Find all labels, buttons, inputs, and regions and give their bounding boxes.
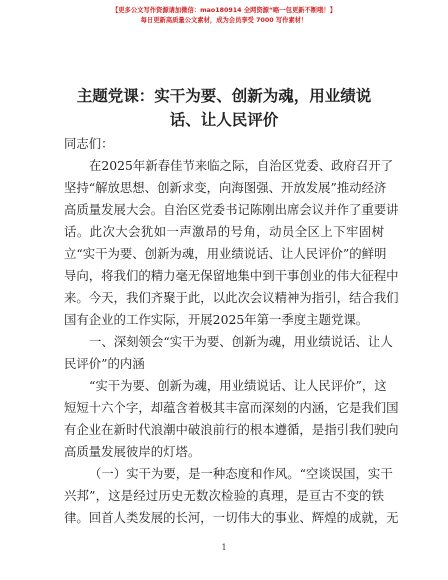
paragraph-line: 有企业在新时代浪潮中破浪前行的根本遵循，是指引我们驶向 — [64, 422, 399, 437]
paragraph-line: 兴邦”，这是经过历史无数次检验的真理，是亘古不变的铁 — [64, 488, 384, 503]
paragraph-line: “实干为要、创新为魂，用业绩说话、让人民评价”，这 — [89, 378, 387, 393]
paragraph-line: 国有企业的工作实际，开展2025年第一季度主题党课。 — [64, 312, 369, 327]
salutation: 同志们： — [64, 136, 114, 151]
paragraph-line: 高质量发展大会。自治区党委书记陈刚出席会议并作了重要讲 — [64, 202, 399, 217]
paragraph-line: 坚持“解放思想、创新求变，向海图强、开放发展”推动经济 — [64, 180, 387, 195]
subsection-line: （一）实干为要，是一种态度和作风。“空谈误国，实干 — [89, 466, 393, 481]
document-title-line-2: 话、让人民评价 — [169, 111, 279, 129]
paragraph-line: 立“实干为要、创新为魂，用业绩说话、让人民评价”的鲜明 — [64, 246, 387, 261]
promo-banner-line-2: 每日更新高质量公文素材，成为会员享受 7000 写作素材！ — [140, 17, 308, 24]
document-title-line-1: 主题党课：实干为要、创新为魂，用业绩说 — [76, 87, 372, 105]
paragraph-line: 高质量发展彼岸的灯塔。 — [64, 444, 201, 459]
page-number: 1 — [221, 543, 227, 552]
paragraph-line: 导向，将我们的精力毫无保留地集中到干事创业的伟大征程中 — [64, 268, 399, 283]
paragraph-line: 律。回首人类发展的长河，一切伟大的事业、辉煌的成就，无 — [64, 510, 399, 525]
promo-banner-line-1: 【更多公文写作资源请加微信：mao180914 全网资源“略一包更新不断哦！】 — [111, 7, 337, 14]
paragraph-line: 来。今天，我们齐聚于此，以此次会议精神为指引，结合我们 — [64, 290, 399, 305]
paragraph-line: 短短十六个字，却蕴含着极其丰富而深刻的内涵，它是我们国 — [64, 400, 399, 415]
paragraph-line: 话。此次大会犹如一声激昂的号角，动员全区上下牢固树 — [64, 224, 384, 239]
section-heading-line: 一、深刻领会“实干为要、创新为魂，用业绩说话、让人 — [89, 334, 393, 349]
paragraph-line: 在2025年新春佳节来临之际，自治区党委、政府召开了 — [89, 158, 394, 173]
section-heading-line: 民评价”的内涵 — [64, 356, 145, 371]
